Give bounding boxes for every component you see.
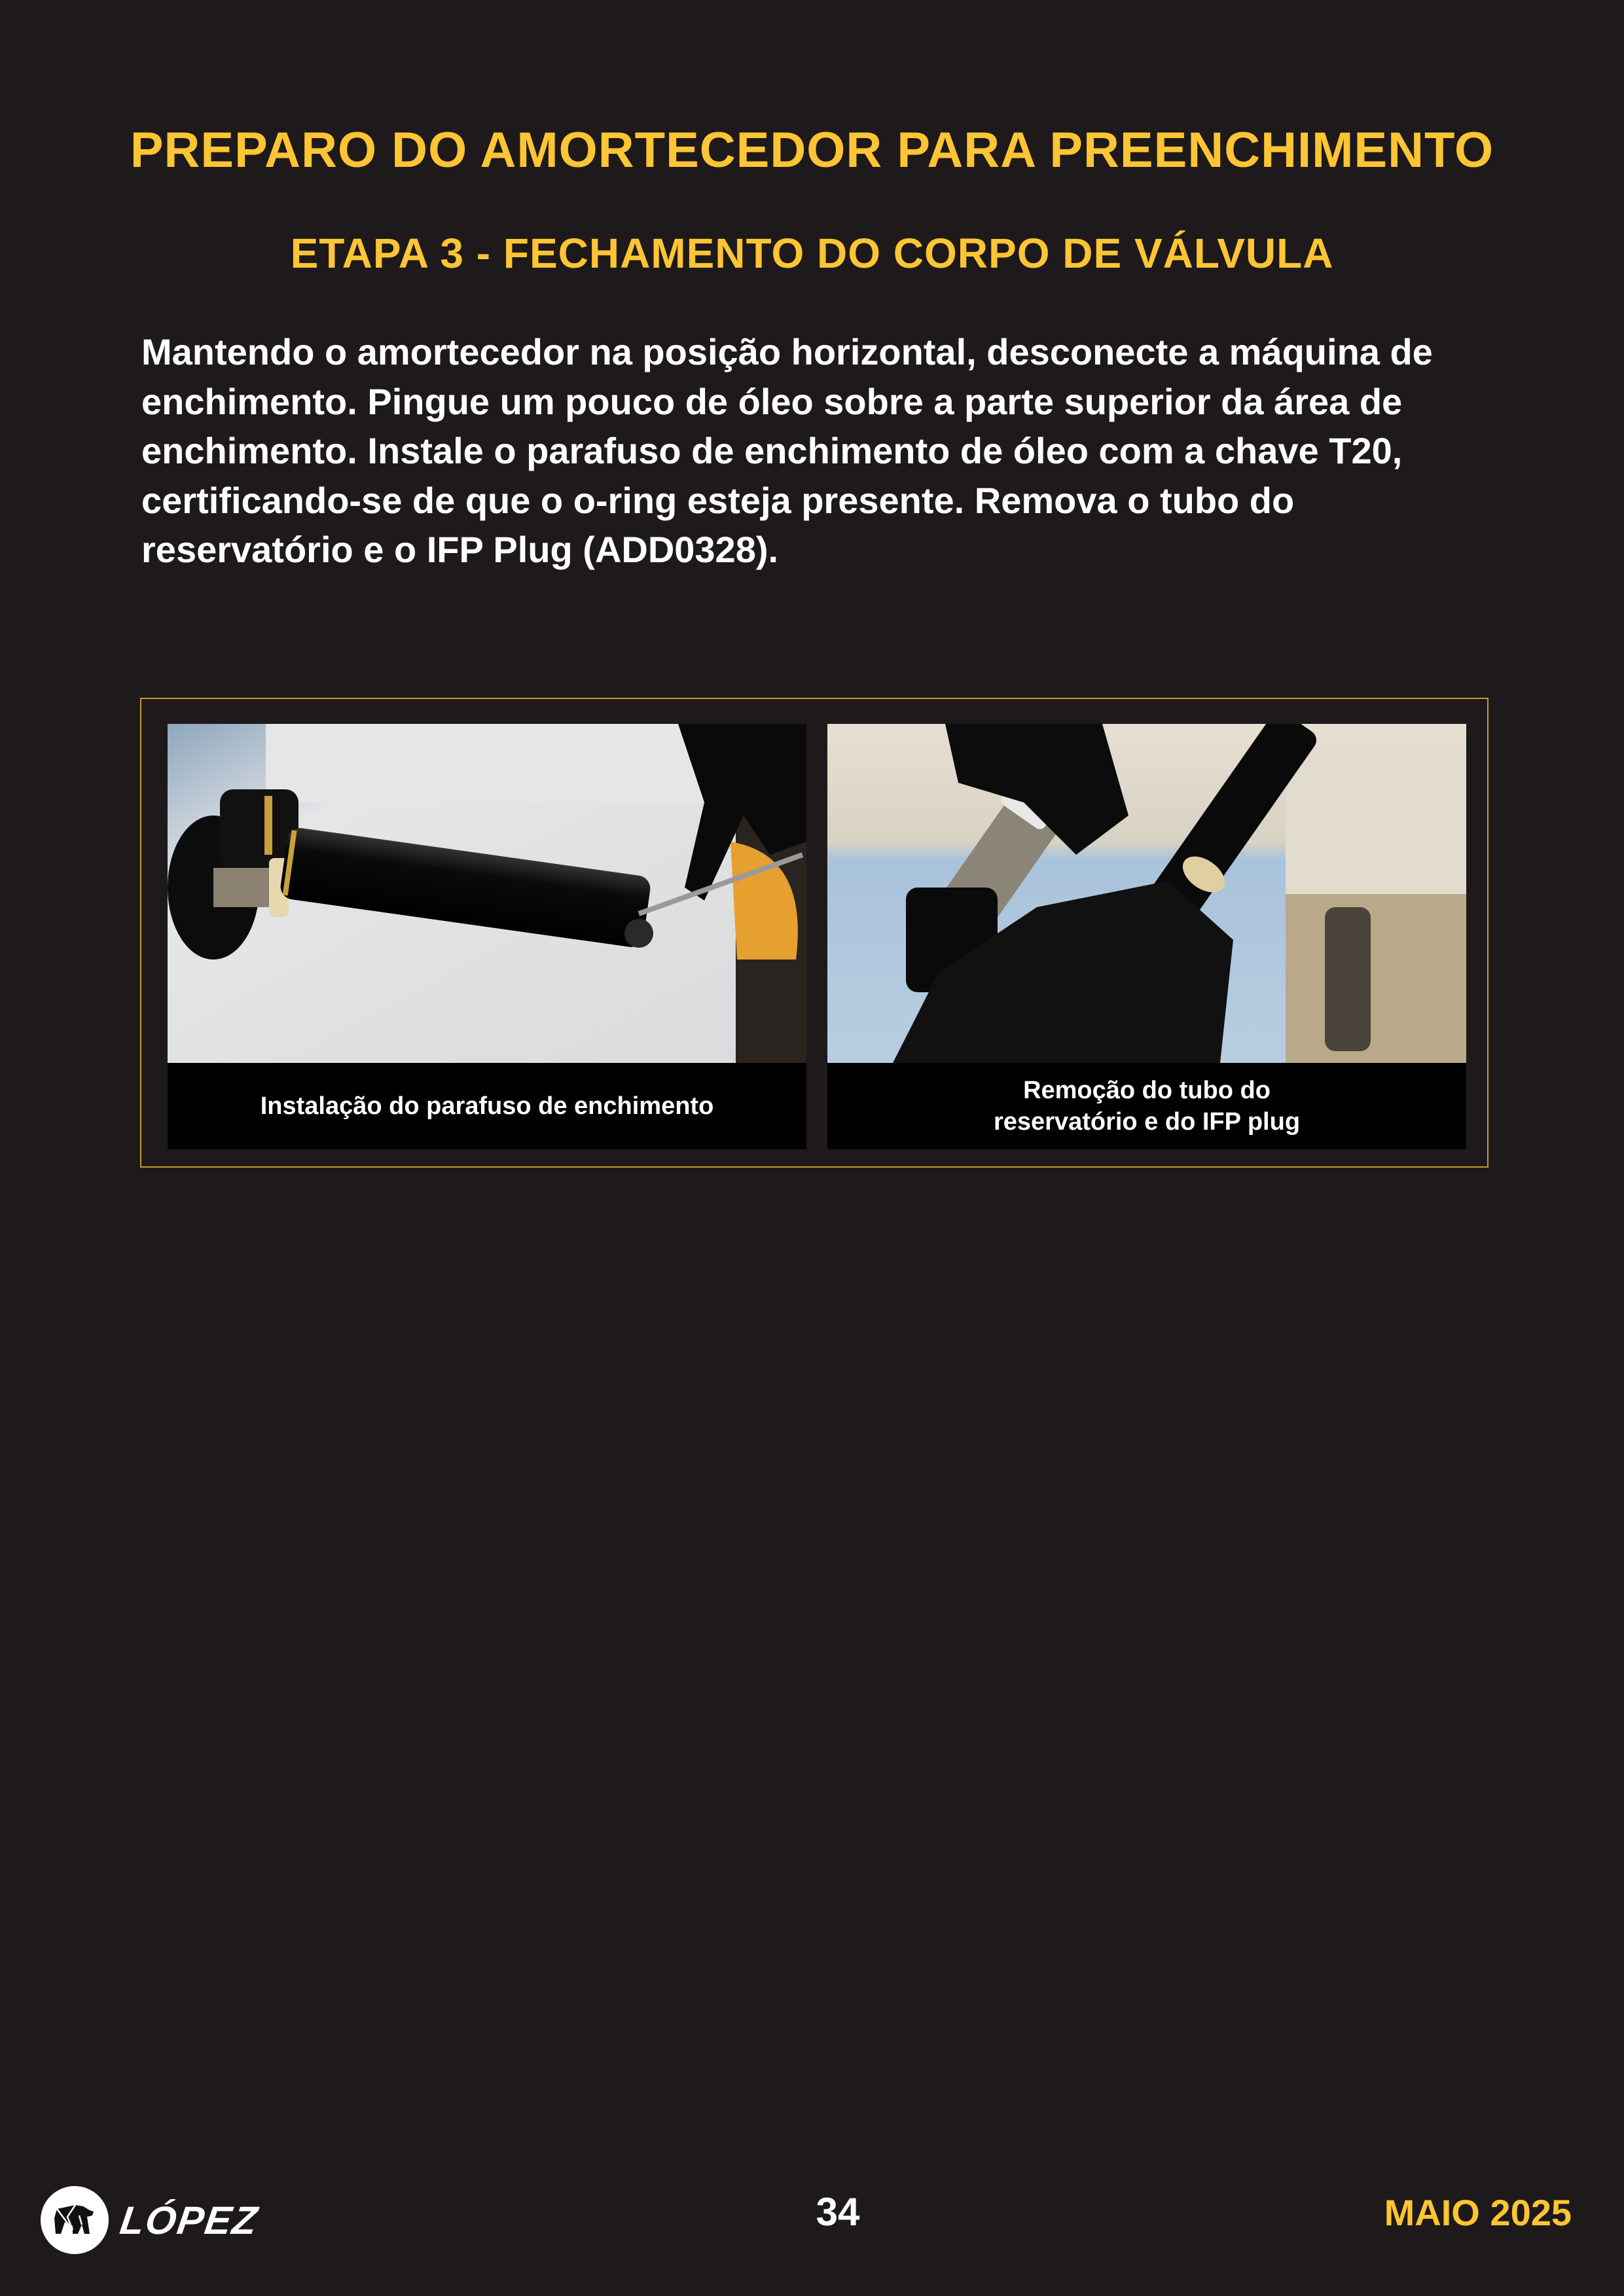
- instruction-paragraph: Mantendo o amortecedor na posição horizontal, desconecte a máquina de enchimento. Pingue um pouco de óleo sobre a parte superior da área de enchimento. Instale o parafuso de enchimento de óleo com a chave T20, certificando-se de que o o-ring esteja presente. Remova o tubo do reservatório e o IFP Plug (ADD0328).: [141, 331, 1433, 570]
- brand-name: LÓPEZ: [117, 2198, 261, 2242]
- page-title: PREPARO DO AMORTECEDOR PARA PREENCHIMENTO: [130, 122, 1494, 178]
- caption-text: Remoção do tubo do reservatório e do IFP plug: [993, 1077, 1301, 1136]
- figure-card-reservoir-removal: [827, 724, 1466, 1149]
- publication-date: MAIO 2025: [1384, 2192, 1572, 2233]
- reservoir-removal-photo: [827, 724, 1466, 1063]
- section-subtitle: ETAPA 3 - FECHAMENTO DO CORPO DE VÁLVULA: [290, 230, 1334, 277]
- bear-icon: [41, 2186, 109, 2254]
- brand-logo: [41, 2186, 261, 2254]
- figure-card-fill-screw: [168, 724, 806, 1149]
- figure-caption: Instalação do parafuso de enchimento: [168, 1063, 806, 1149]
- figure-caption: [827, 1063, 1466, 1149]
- page-number: 34: [816, 2190, 860, 2234]
- fill-screw-photo: [168, 724, 806, 1063]
